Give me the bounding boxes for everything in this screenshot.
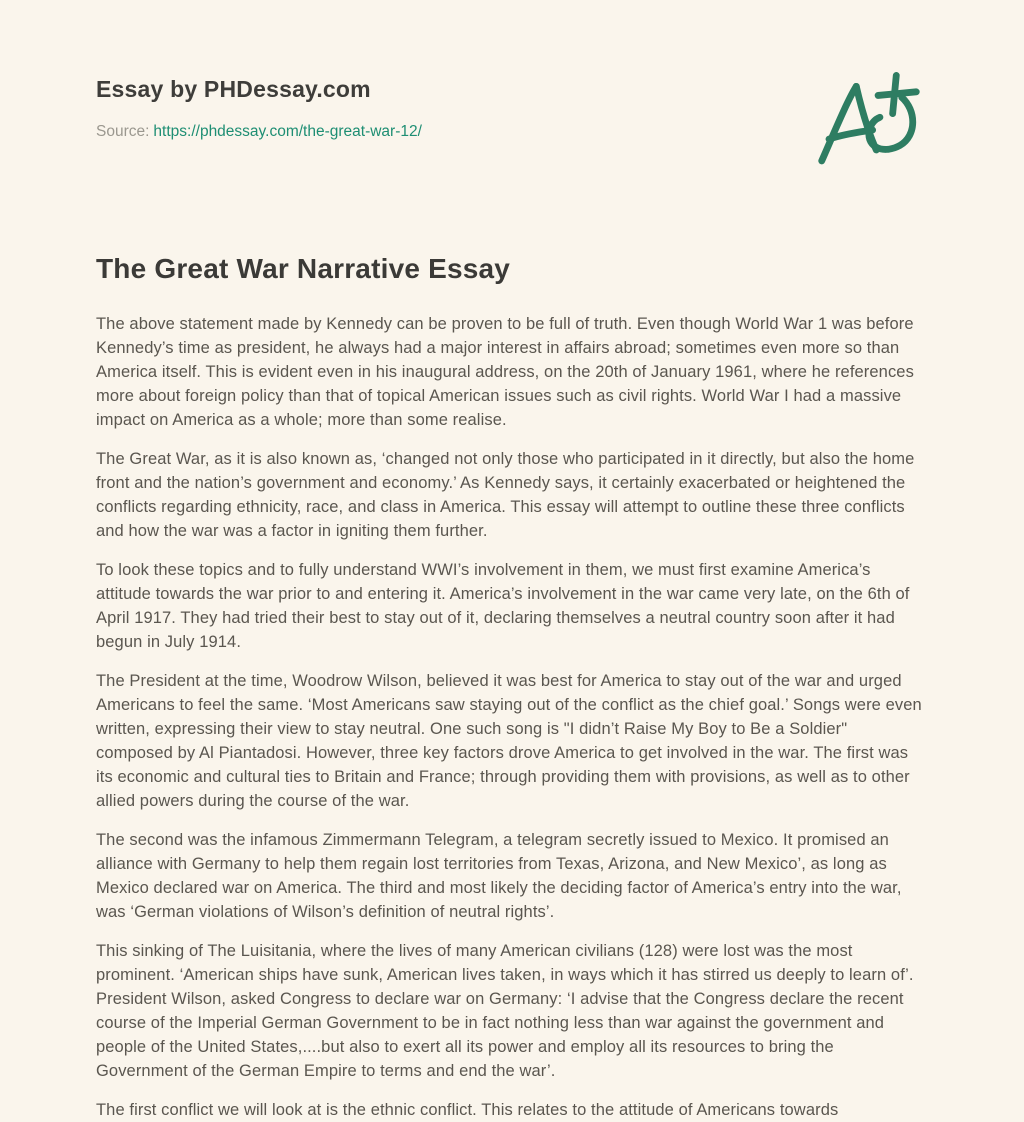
source-link[interactable]: https://phdessay.com/the-great-war-12/	[153, 123, 422, 140]
essay-paragraph: To look these topics and to fully understand WWI’s involvement in them, we must first examine America’s attitude towards the war prior to and entering it. America’s involvement in the war came very late, on the 6th of April 1917. They had tried their best to stay out of it, declaring themselves a neutral country soon after it had begun in July 1914.	[96, 561, 910, 651]
page-header	[96, 76, 928, 170]
source-line	[96, 123, 422, 141]
essay-body	[96, 312, 928, 1122]
essay-paragraph: The second was the infamous Zimmermann Telegram, a telegram secretly issued to Mexico. It promised an alliance with Germany to help them regain lost territories from Texas, Arizona, and New Mexico’, as long as Mexico declared war on America. The third and most likely the deciding factor of America’s entry into the war, was ‘German violations of Wilson’s definition of neutral rights’.	[96, 831, 902, 921]
essay-paragraph: The Great War, as it is also known as, ‘changed not only those who participated in it directly, but also the home front and the nation’s government and economy.’ As Kennedy says, it certainly exacerbated or heightened the conflicts regarding ethnicity, race, and class in America. This essay will attempt to outline these three conflicts and how the war was a factor in igniting them further.	[96, 450, 915, 540]
essay-paragraph: The first conflict we will look at is the ethnic conflict. This relates to the attitude of Americans towards	[96, 1101, 839, 1119]
essay-title: The Great War Narrative Essay	[96, 253, 511, 284]
site-title: Essay by PHDessay.com	[96, 76, 371, 102]
a-plus-logo	[810, 70, 928, 170]
source-label: Source:	[96, 123, 150, 140]
essay-paragraph: The President at the time, Woodrow Wilson, believed it was best for America to stay out of the war and urged Americans to feel the same. ‘Most Americans saw staying out of the conflict as the chief goal.’ Songs were even written, expressing their view to stay neutral. One such song is "I didn’t Raise My Boy to Be a Soldier" composed by Al Piantadosi. However, three key factors drove America to get involved in the war. The first was its economic and cultural ties to Britain and France; through providing them with provisions, as well as to other allied powers during the course of the war.	[96, 672, 922, 810]
header-text-block	[96, 76, 422, 141]
essay-paragraph: The above statement made by Kennedy can be proven to be full of truth. Even though World War 1 was before Kennedy’s time as president, he always had a major interest in affairs abroad; sometimes even more so than America itself. This is evident even in his inaugural address, on the 20th of January 1961, where he references more about foreign policy than that of topical American issues such as civil rights. World War I had a massive impact on America as a whole; more than some realise.	[96, 315, 914, 429]
essay-paragraph: This sinking of The Luisitania, where the lives of many American civilians (128) were lost was the most prominent. ‘American ships have sunk, American lives taken, in ways which it has stirred us deeply to learn of’. President Wilson, asked Congress to declare war on Germany: ‘I advise that the Congress declare the recent course of the Imperial German Government to be in fact nothing less than war against the government and people of the United States,....but also to exert all its power and employ all its resources to bring the Government of the German Empire to terms and end the war’.	[96, 942, 914, 1080]
